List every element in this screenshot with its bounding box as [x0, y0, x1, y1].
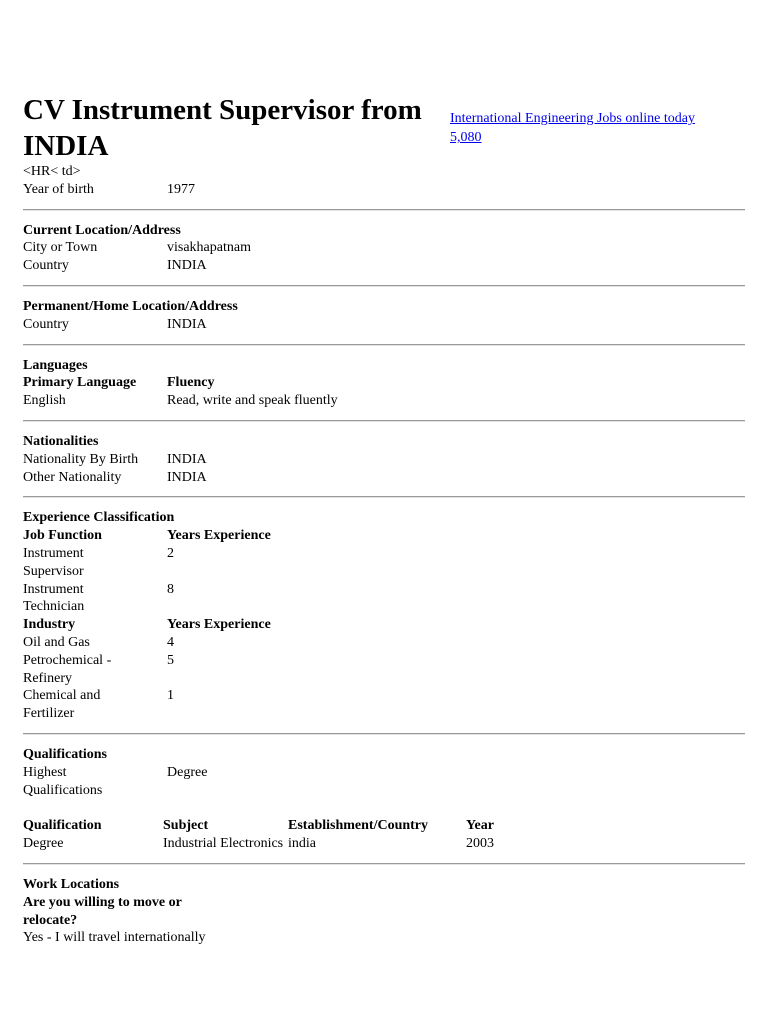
city-value: visakhapatnam — [167, 240, 251, 256]
current-location-section — [23, 222, 745, 275]
industry-years: 5 — [167, 652, 174, 668]
job-function-line: Technician — [23, 599, 85, 615]
job-years: 2 — [167, 545, 174, 561]
languages-section — [23, 357, 745, 410]
divider — [23, 344, 745, 346]
divider — [23, 733, 745, 735]
fluency-value: Read, write and speak fluently — [167, 393, 338, 409]
page-header — [23, 92, 745, 164]
work-locations-heading: Work Locations — [23, 876, 120, 892]
jobs-count[interactable]: 5,080 — [450, 130, 482, 145]
city-label: City or Town — [23, 240, 98, 256]
job-function-line: Supervisor — [23, 563, 84, 579]
industry-header-row — [23, 616, 745, 634]
language-row — [23, 392, 745, 410]
divider — [23, 209, 745, 211]
nationalities-section — [23, 433, 745, 486]
highest-qualification-row — [23, 764, 745, 800]
relocate-question: Are you willing to move or relocate? — [23, 894, 182, 928]
current-country-row — [23, 257, 745, 275]
subject-cell: Industrial Electronics — [163, 836, 284, 852]
job-function — [23, 581, 167, 617]
job-function-header: Job Function — [23, 528, 102, 544]
industry-years-header: Years Experience — [167, 617, 271, 633]
divider — [23, 863, 745, 865]
qualification-cell: Degree — [23, 836, 64, 852]
languages-header-row — [23, 374, 745, 392]
relocate-answer: Yes - I will travel internationally — [23, 930, 206, 946]
industry-name-line: Fertilizer — [23, 706, 75, 722]
experience-section — [23, 509, 745, 723]
nationality-birth-value: INDIA — [167, 451, 207, 467]
permanent-country-value: INDIA — [167, 316, 207, 332]
birth-label: Year of birth — [23, 181, 94, 197]
industry-name-line: Chemical and — [23, 688, 101, 704]
job-years-header: Years Experience — [167, 528, 271, 544]
industry-row — [23, 687, 745, 723]
industry-name-line: Refinery — [23, 670, 72, 686]
stray-markup-text-row — [23, 163, 745, 181]
current-country-label: Country — [23, 258, 69, 274]
job-row — [23, 581, 745, 617]
job-row — [23, 545, 745, 581]
nationality-birth-row — [23, 451, 745, 469]
fluency-header: Fluency — [167, 375, 215, 391]
stray-markup-text: <HR< td> — [23, 164, 81, 179]
other-nationality-label: Other Nationality — [23, 469, 122, 485]
language-value: English — [23, 393, 66, 409]
job-function — [23, 545, 167, 581]
qualifications-section — [23, 746, 745, 853]
primary-language-header: Primary Language — [23, 375, 137, 391]
qualification-table-header — [23, 817, 745, 835]
permanent-country-label: Country — [23, 316, 69, 332]
divider — [23, 496, 745, 498]
industry-row — [23, 634, 745, 652]
year-column-header: Year — [466, 818, 494, 834]
subject-column-header: Subject — [163, 818, 209, 834]
work-locations-section — [23, 876, 745, 947]
highest-qualification-label-line: Highest — [23, 764, 67, 780]
permanent-location-section — [23, 298, 745, 334]
industry-name — [23, 652, 167, 688]
city-row — [23, 239, 745, 257]
cv-content — [23, 163, 745, 947]
birth-value: 1977 — [167, 181, 195, 197]
industry-years: 1 — [167, 688, 174, 704]
year-cell: 2003 — [466, 836, 494, 852]
job-years: 8 — [167, 581, 174, 597]
industry-years: 4 — [167, 634, 174, 650]
other-nationality-value: INDIA — [167, 469, 207, 485]
industry-name-line: Oil and Gas — [23, 634, 90, 650]
permanent-country-row — [23, 316, 745, 334]
job-function-header-row — [23, 527, 745, 545]
languages-heading: Languages — [23, 357, 88, 373]
qualification-table-row — [23, 835, 745, 853]
qualification-column-header: Qualification — [23, 818, 102, 834]
jobs-link-text[interactable]: International Engineering Jobs online today — [450, 111, 695, 126]
highest-qualification-label-line: Qualifications — [23, 782, 103, 798]
industry-header: Industry — [23, 617, 76, 633]
qualifications-heading: Qualifications — [23, 746, 108, 762]
industry-name-line: Petrochemical - — [23, 652, 112, 668]
current-country-value: INDIA — [167, 258, 207, 274]
industry-name — [23, 634, 167, 652]
highest-qualification-value: Degree — [167, 764, 208, 780]
birth-row — [23, 181, 745, 199]
industry-name — [23, 687, 167, 723]
nationalities-heading: Nationalities — [23, 433, 99, 449]
experience-heading: Experience Classification — [23, 510, 175, 526]
job-function-line: Instrument — [23, 581, 84, 597]
highest-qualification-label — [23, 764, 167, 800]
current-location-heading: Current Location/Address — [23, 222, 181, 238]
engineering-jobs-link[interactable] — [450, 109, 740, 147]
divider — [23, 285, 745, 287]
page-title: CV Instrument Supervisor from INDIA — [23, 94, 422, 162]
job-function-line: Instrument — [23, 545, 84, 561]
spacer — [23, 799, 745, 817]
establishment-column-header: Establishment/Country — [288, 818, 429, 834]
establishment-cell: india — [288, 836, 316, 852]
other-nationality-row — [23, 469, 745, 487]
industry-row — [23, 652, 745, 688]
permanent-location-heading: Permanent/Home Location/Address — [23, 298, 238, 314]
nationality-birth-label: Nationality By Birth — [23, 451, 139, 467]
divider — [23, 420, 745, 422]
